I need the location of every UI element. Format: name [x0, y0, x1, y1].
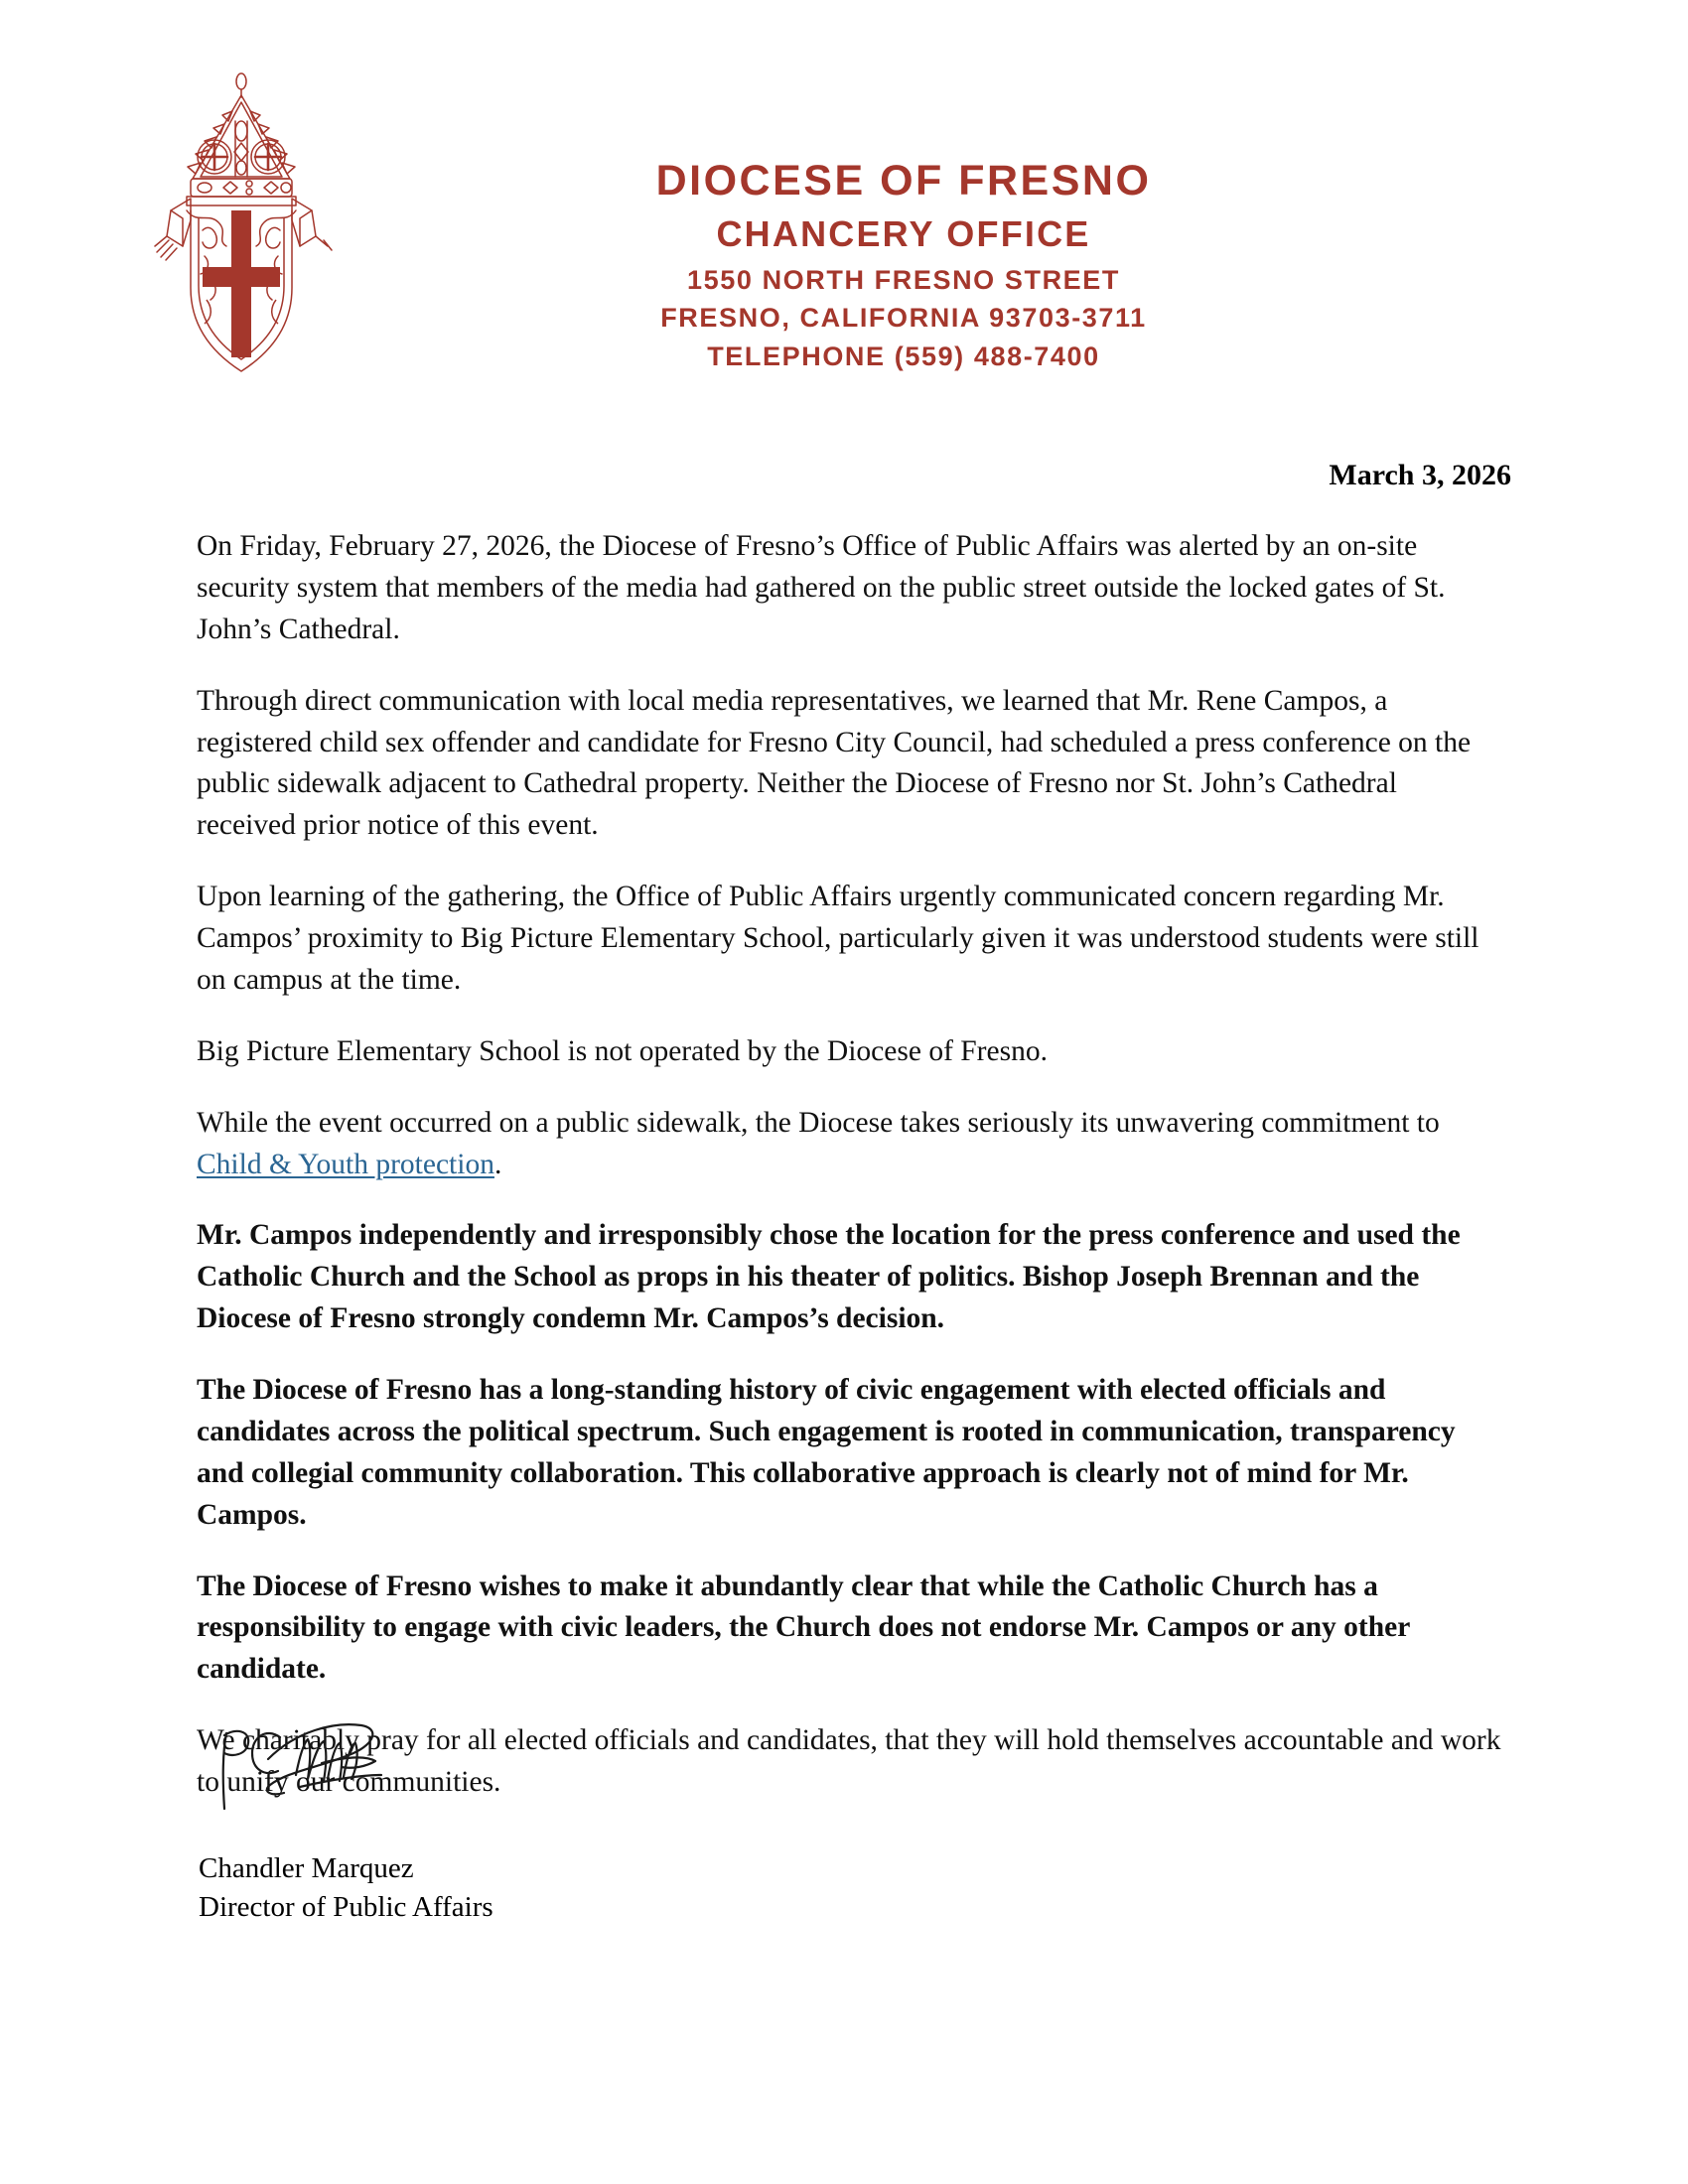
letterhead-telephone: TELEPHONE (559) 488-7400 — [707, 341, 1100, 371]
letterhead-text-block — [427, 156, 1380, 375]
letter-date: March 3, 2026 — [1329, 459, 1511, 491]
paragraph-5-text-after-link: . — [493, 1148, 502, 1180]
child-and-youth-protection-link[interactable]: Child & Youth protection — [197, 1148, 494, 1180]
paragraph-6: Mr. Campos independently and irresponsibly chose the location for the press conference and used the Catholic Church and the School as props in his theater of politics. Bishop Joseph Brennan and the Diocese of Fresno strongly condemn Mr. Campos’s decision. — [197, 1219, 1461, 1335]
letterhead-city-state-zip: FRESNO, CALIFORNIA 93703-3711 — [660, 303, 1147, 334]
letterhead — [0, 62, 1688, 399]
paragraph-1: On Friday, February 27, 2026, the Diocese of Fresno’s Office of Public Affairs was alerted by an on-site security system that members of the media had gathered on the public street outside the locked gates of St. John’s Cathedral. — [197, 530, 1446, 645]
paragraph-5 — [197, 1103, 1502, 1186]
paragraph-4: Big Picture Elementary School is not operated by the Diocese of Fresno. — [197, 1034, 1048, 1067]
paragraph-8: The Diocese of Fresno wishes to make it abundantly clear that while the Catholic Church has a responsibility to engage with civic leaders, the Church does not endorse Mr. Campos or any other candidate. — [197, 1570, 1410, 1686]
letterhead-office: CHANCERY OFFICE — [716, 212, 1091, 254]
handwritten-signature-icon — [205, 1713, 463, 1828]
letter-body — [197, 526, 1502, 1834]
paragraph-9: We charitably pray for all elected officials and candidates, that they will hold themselves accountable and work to unify our communities. — [197, 1724, 1501, 1798]
signature-block — [199, 1713, 794, 1927]
diocesan-crest-icon — [147, 62, 336, 379]
paragraph-2: Through direct communication with local media representatives, we learned that Mr. Rene Campos, a registered child sex offender and candidate for Fresno City Council, had scheduled a press conference on the public sidewalk adjacent to Cathedral property. Neither the Diocese of Fresno nor St. John’s Cathedral received prior notice of this event. — [197, 684, 1472, 842]
letterhead-street: 1550 NORTH FRESNO STREET — [687, 264, 1120, 295]
signer-title: Director of Public Affairs — [199, 1890, 493, 1923]
paragraph-3: Upon learning of the gathering, the Office of Public Affairs urgently communicated concern regarding Mr. Campos’ proximity to Big Picture Elementary School, particularly given it was understood students were still on campus at the time. — [197, 881, 1479, 996]
signer-name: Chandler Marquez — [199, 1852, 414, 1884]
letterhead-organization: DIOCESE OF FRESNO — [655, 157, 1152, 205]
paragraph-7: The Diocese of Fresno has a long-standing history of civic engagement with elected officials and candidates across the political spectrum. Such engagement is rooted in communication, transparency and collegial community collaboration. This collaborative approach is clearly not of mind for Mr. Campos. — [197, 1374, 1456, 1531]
paragraph-5-text-before-link: While the event occurred on a public sidewalk, the Diocese takes seriously its unwavering commitment to — [197, 1106, 1440, 1139]
signer-info — [199, 1849, 794, 1927]
